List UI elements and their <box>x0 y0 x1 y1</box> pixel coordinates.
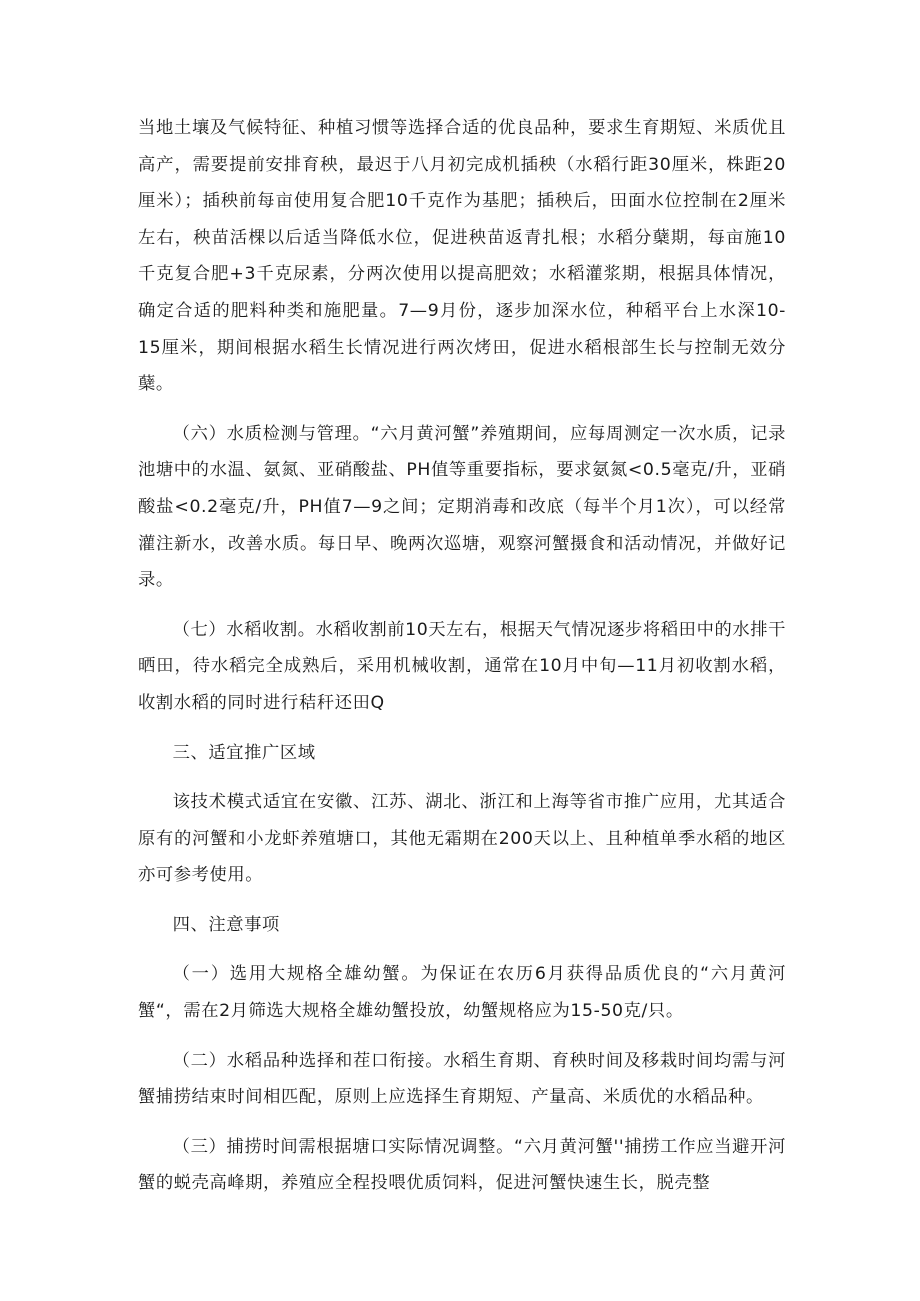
paragraph-water-quality: （六）水质检测与管理。“六月黄河蟹”养殖期间，应每周测定一次水质，记录池塘中的水温、氨氮、亚硝酸盐、PH值等重要指标，要求氨氮<0.5毫克/升，亚硝酸盐<0.2毫克/升，PH值7—9之间；定期消毒和改底（每半个月1次），可以经常灌注新水，改善水质。每日早、晚两次巡塘，观察河蟹摄食和活动情况，并做好记录。 <box>138 423 786 591</box>
paragraph-note-3: （三）捕捞时间需根据塘口实际情况调整。“六月黄河蟹''捕捞工作应当避开河蟹的蜕壳高峰期，养殖应全程投喂优质饲料，促进河蟹快速生长，脱壳整 <box>138 1136 786 1194</box>
section-heading-promotion-area: 三、适宜推广区域 <box>172 742 316 763</box>
paragraph-rice-harvest: （七）水稻收割。水稻收割前10天左右，根据天气情况逐步将稻田中的水排干晒田，待水稻完全成熟后，采用机械收割，通常在10月中旬—11月初收割水稻，收割水稻的同时进行秸秆还田Q <box>138 619 786 713</box>
paragraph-promotion-area: 该技术模式适宜在安徽、江苏、湖北、浙江和上海等省市推广应用，尤其适合原有的河蟹和小龙虾养殖塘口，其他无霜期在200天以上、且种植单季水稻的地区亦可参考使用。 <box>138 792 786 886</box>
paragraph-note-2: （二）水稻品种选择和茬口衔接。水稻生育期、育秧时间及移栽时间均需与河蟹捕捞结束时间相匹配，原则上应选择生育期短、产量高、米质优的水稻品种。 <box>138 1050 786 1108</box>
paragraph-rice-planting-continued: 当地土壤及气候特征、种植习惯等选择合适的优良品种，要求生育期短、米质优且高产，需要提前安排育秧，最迟于八月初完成机插秧（水稻行距30厘米，株距20厘米）；插秧前每亩使用复合肥10千克作为基肥；插秧后，田面水位控制在2厘米左右，秧苗活棵以后适当降低水位，促进秧苗返青扎根；水稻分蘖期，每亩施10千克复合肥+3千克尿素，分两次使用以提高肥效；水稻灌浆期，根据具体情况，确定合适的肥料种类和施肥量。7—9月份，逐步加深水位，种稻平台上水深10-15厘米，期间根据水稻生长情况进行两次烤田，促进水稻根部生长与控制无效分蘖。 <box>138 118 786 395</box>
paragraph-note-1: （一）选用大规格全雄幼蟹。为保证在农历6月获得品质优良的“六月黄河蟹“，需在2月筛选大规格全雄幼蟹投放，幼蟹规格应为15-50克/只。 <box>138 964 786 1022</box>
section-heading-notes: 四、注意事项 <box>172 914 280 935</box>
document-page <box>138 110 786 1202</box>
